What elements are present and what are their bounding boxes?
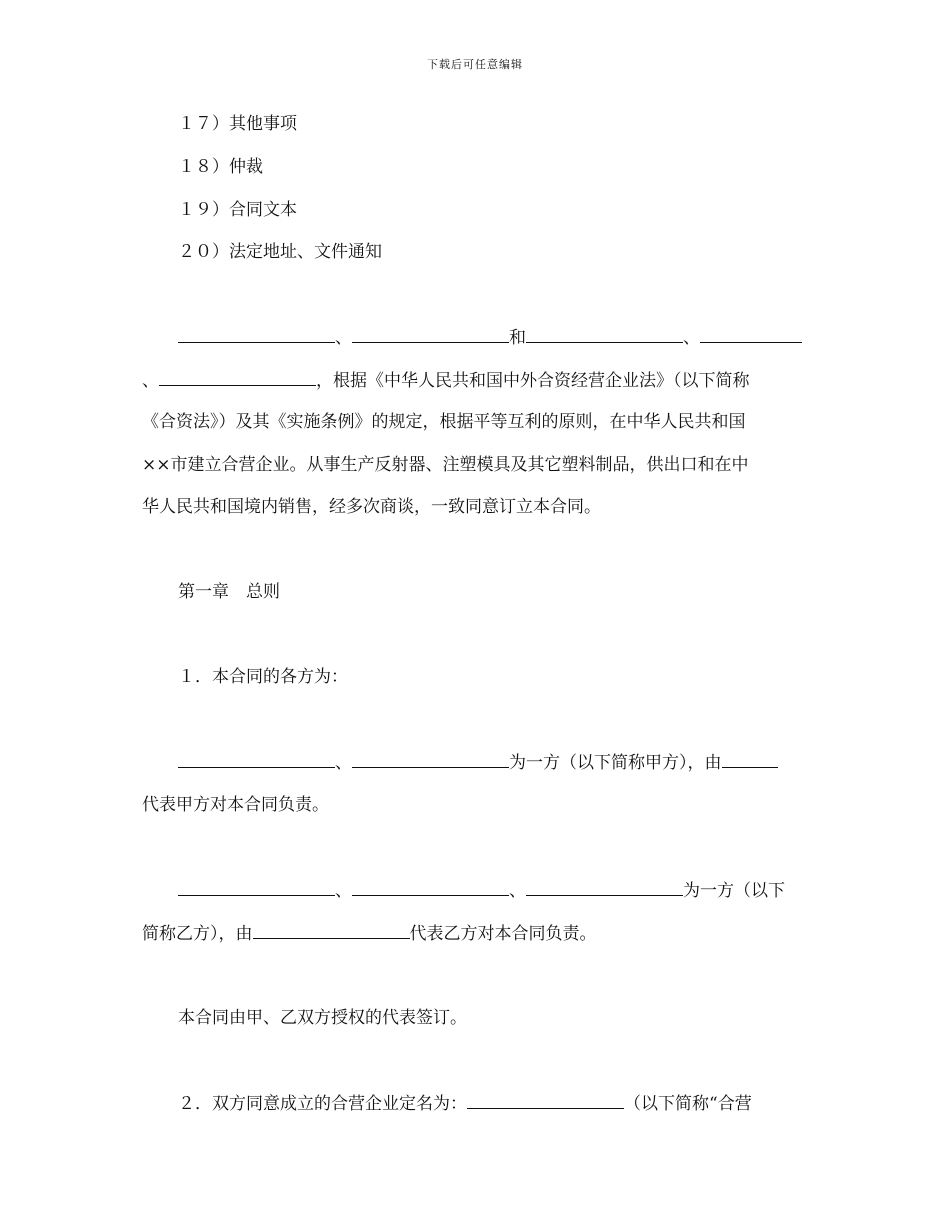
blank-field [526, 326, 683, 343]
blank-field [722, 751, 778, 768]
preamble-line-2: 、 ，根据《中华人民共和国中外合资经营企业法》（以下简称 [142, 371, 750, 391]
blank-field [178, 879, 335, 896]
section-2-line-1: ２．双方同意成立的合营企业定名为： （以下简称“合营 [178, 1094, 752, 1114]
blank-field [352, 879, 509, 896]
party-b-line-1: 、 、 为一方（以下 [178, 879, 785, 902]
blank-field [352, 751, 509, 768]
blank-field [178, 751, 335, 768]
preamble-line-1: 、 和 、 [178, 326, 802, 349]
preamble-line-3: 《合资法》）及其《实施条例》的规定，根据平等互利的原则，在中华人民共和国 [142, 412, 746, 432]
signing-statement: 本合同由甲、乙双方授权的代表签订。 [178, 1008, 467, 1028]
blank-field [526, 879, 683, 896]
preamble-line-4: ××市建立合营企业。从事生产反射器、注塑模具及其它塑料制品，供出口和在中 [142, 455, 749, 475]
section-1-title: １．本合同的各方为： [178, 667, 348, 687]
chapter-title: 第一章 总则 [178, 582, 280, 602]
blank-field [178, 326, 335, 343]
blank-field [159, 369, 316, 386]
party-a-line-1: 、 为一方（以下简称甲方），由 [178, 751, 778, 774]
preamble-line-5: 华人民共和国境内销售，经多次商谈，一致同意订立本合同。 [142, 497, 601, 517]
blank-field [253, 922, 410, 939]
header-note: 下载后可任意编辑 [427, 58, 523, 71]
toc-item-19: １９）合同文本 [178, 200, 297, 220]
toc-item-17: １７）其他事项 [178, 114, 297, 134]
toc-item-18: １８）仲裁 [178, 157, 263, 177]
blank-field [352, 326, 509, 343]
blank-field [467, 1092, 624, 1109]
party-a-line-2: 代表甲方对本合同负责。 [142, 795, 329, 815]
party-b-line-2: 简称乙方），由 代表乙方对本合同负责。 [142, 924, 597, 944]
blank-field [700, 326, 802, 343]
toc-item-20: ２０）法定地址、文件通知 [178, 242, 382, 262]
